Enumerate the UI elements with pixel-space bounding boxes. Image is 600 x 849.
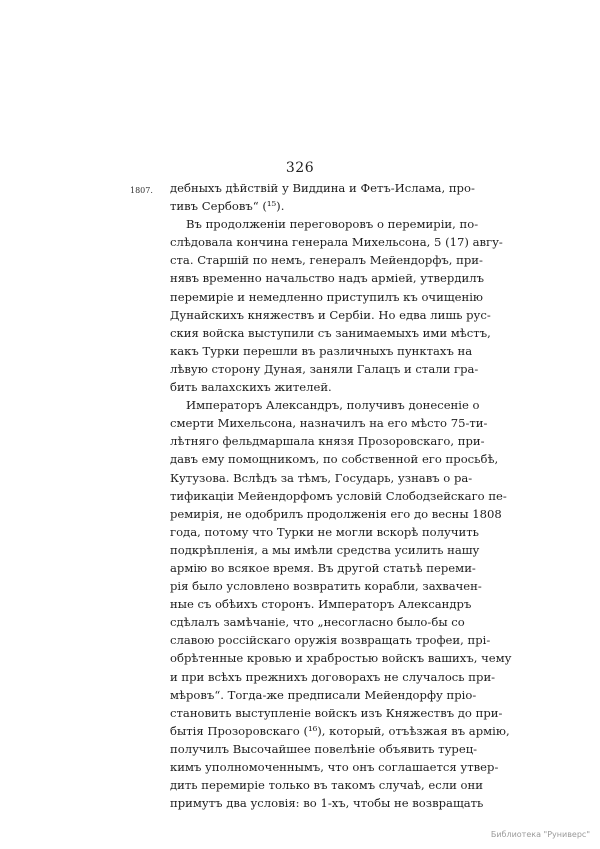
text-line: ремирія, не одобрилъ продолженія его до весны 1808: [170, 506, 502, 521]
text-line: ския войска выступили съ занимаемыхъ ими мѣстъ,: [170, 325, 491, 340]
page-number: 326: [285, 160, 315, 176]
text-line: Кутузова. Вслѣдъ за тѣмъ, Государь, узнавъ о ра-: [170, 470, 473, 485]
text-line: бытія Прозоровскаго (¹⁶), который, отъѣзжая въ армію,: [170, 723, 510, 738]
margin-year-note: 1807.: [130, 186, 153, 195]
text-line: обрѣтенные кровью и храбростью войскъ вашихъ, чему: [170, 651, 512, 666]
text-line: дить перемиріе только въ такомъ случаѣ, если они: [170, 778, 483, 793]
text-line: становить выступленіе войскъ изъ Княжествъ до при-: [170, 705, 503, 720]
text-line: славою россійскаго оружія возвращать трофеи, прі-: [170, 633, 491, 648]
text-line: мѣровъ“. Тогда-же предписали Мейендорфу пріо-: [170, 687, 477, 702]
text-line: лѣтняго фельдмаршала князя Прозоровскаго, при-: [170, 434, 485, 449]
text-line: слѣдовала кончина генерала Михельсона, 5 (17) авгу-: [170, 235, 503, 250]
text-line: армію во всякое время. Въ другой статьѣ переми-: [170, 560, 476, 575]
text-line: ные съ обѣихъ сторонъ. Императоръ Александръ: [170, 597, 472, 612]
text-line: Дунайскихъ княжествъ и Сербіи. Но едва лишь рус-: [170, 307, 491, 322]
text-line: и при всѣхъ прежнихъ договорахъ не случалось при-: [170, 669, 496, 684]
text-line: давъ ему помощникомъ, по собственной его просьбѣ,: [170, 452, 499, 467]
text-line: какъ Турки перешли въ различныхъ пунктахъ на: [170, 343, 473, 358]
text-line: рія было условлено возвратить корабли, захвачен-: [170, 579, 482, 594]
text-line: лѣвую сторону Дуная, заняли Галацъ и стали гра-: [170, 361, 479, 376]
text-line: тификаціи Мейендорфомъ условій Слободзейскаго пе-: [170, 488, 507, 503]
text-line: примутъ два условія: во 1-хъ, чтобы не возвращать: [170, 796, 484, 811]
body-text: [170, 179, 512, 812]
text-line: дебныхъ дѣйствій у Виддина и Фетъ-Ислама, про-: [170, 181, 475, 195]
text-line: смерти Михельсона, назначилъ на его мѣсто 75-ти-: [170, 416, 488, 431]
text-line: Въ продолженіи переговоровъ о перемиріи, по-: [186, 217, 479, 232]
text-line: перемиріе и немедленно приступилъ къ очищенію: [170, 289, 483, 304]
text-line: года, потому что Турки не могли вскорѣ получить: [170, 524, 479, 539]
text-line: нявъ временно начальство надъ арміей, утвердилъ: [170, 271, 484, 286]
text-line: получилъ Высочайшее повелѣніе объявить турец-: [170, 741, 478, 756]
library-watermark: Библиотека "Руниверс": [490, 830, 590, 839]
text-line: Императоръ Александръ, получивъ донесеніе о: [186, 398, 480, 413]
text-line: тивъ Сербовъ“ (¹⁵).: [170, 199, 285, 214]
text-line: сдѣлалъ замѣчаніе, что „несогласно было-бы со: [170, 615, 465, 630]
text-line: бить валахскихъ жителей.: [170, 380, 332, 395]
text-line: подкрѣпленія, а мы имѣли средства усилить нашу: [170, 542, 480, 557]
text-line: ста. Старшій по немъ, генералъ Мейендорфъ, при-: [170, 253, 483, 268]
text-line: кимъ уполномоченнымъ, что онъ соглашается утвер-: [170, 760, 499, 774]
